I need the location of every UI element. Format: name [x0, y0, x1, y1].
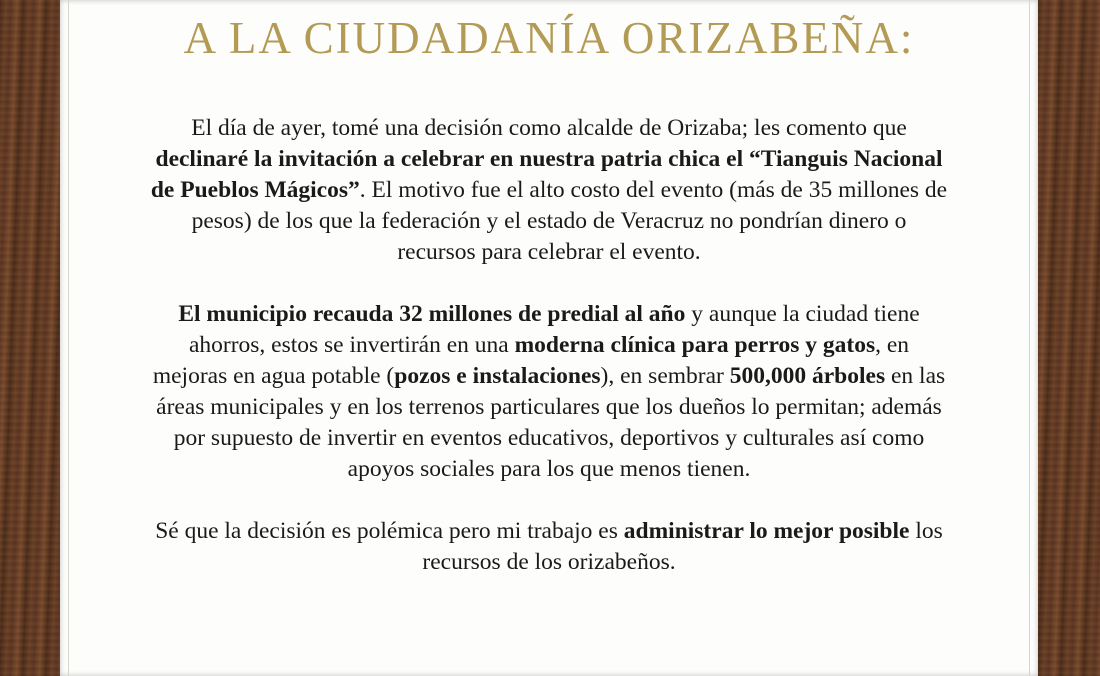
paragraph-2-text-4: en las áreas municipales y en los terrenos particulares que los dueños lo permitan; además por supuesto de invertir en eventos educativos, deportivos y culturales así como apoyos sociales para los que menos tienen. — [156, 363, 946, 482]
wood-frame-right — [1038, 0, 1100, 676]
paragraph-2-bold-2: moderna clínica para perros y gatos — [514, 332, 876, 358]
paragraph-3-text-2: los recursos de los orizabeños. — [422, 518, 943, 575]
paragraph-2-text-3: ), en sembrar — [600, 363, 730, 389]
paragraph-2-bold-1: El municipio recauda 32 millones de predial al año — [178, 301, 686, 327]
paragraph-2 — [150, 299, 948, 485]
paragraph-3-bold-1: administrar lo mejor posible — [623, 518, 910, 544]
paragraph-1-text-1: El día de ayer, tomé una decisión como alcalde de Orizaba; les comento que — [191, 115, 907, 141]
paragraph-2-bold-4: 500,000 árboles — [729, 363, 886, 389]
paper-border-left — [68, 0, 69, 676]
letter-title: A LA CIUDADANÍA ORIZABEÑA: — [183, 13, 915, 63]
letter-body — [150, 113, 948, 609]
paragraph-1 — [150, 113, 948, 268]
paragraph-3-text-1: Sé que la decisión es polémica pero mi trabajo es — [155, 518, 624, 544]
paragraph-3 — [150, 516, 948, 578]
paper-border-right — [1029, 0, 1030, 676]
paragraph-2-bold-3: pozos e instalaciones — [394, 363, 601, 389]
wood-frame-left — [0, 0, 60, 676]
letter-paper — [60, 0, 1038, 676]
paragraph-2-text-2: , en mejoras en agua potable ( — [152, 332, 910, 389]
paragraph-2-text-1: y aunque la ciudad tiene ahorros, estos se invertirán en una — [188, 301, 920, 358]
paragraph-1-text-2: . El motivo fue el alto costo del evento (más de 35 millones de pesos) de los que la federación y el estado de Veracruz no pondrían dinero o recursos para celebrar el evento. — [191, 177, 948, 265]
paragraph-1-bold-1: declinaré la invitación a celebrar en nuestra patria chica el “Tianguis Nacional de Pueblos Mágicos” — [150, 146, 943, 203]
